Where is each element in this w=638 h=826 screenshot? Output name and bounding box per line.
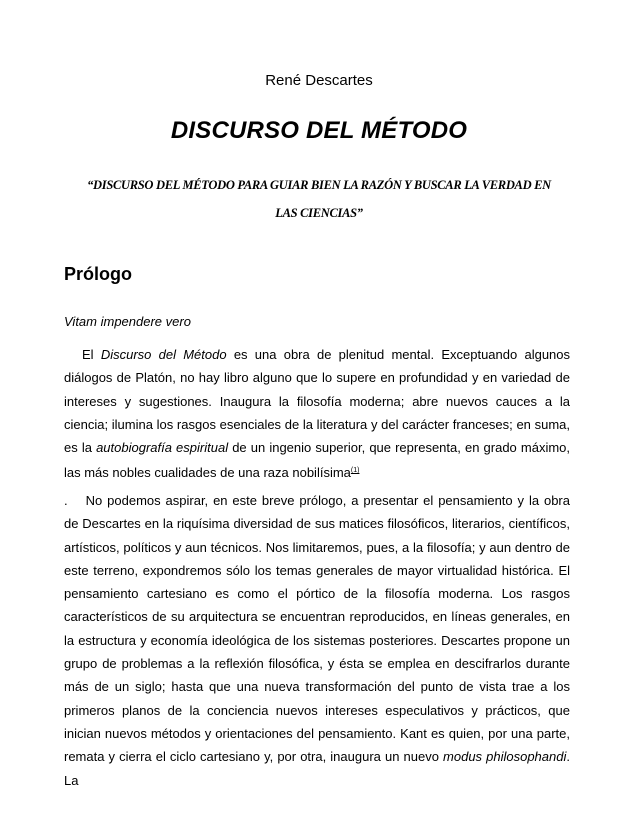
- paragraph-italic-text: autobiografía espiritual: [96, 440, 229, 456]
- paragraph-text: No podemos aspirar, en este breve prólogo, a presentar el pensamiento y la obra de Descartes en la riquísima diversidad de sus matices filosóficos, literarios, científicos, artísticos, políticos y aun técnicos. Nos limitaremos, pues, a la filosofía; y aun dentro de este terreno, expondremos sólo los temas generales de mayor virtualidad histórica. El pensamiento cartesiano es como el pórtico de la filosofía moderna. Los rasgos característicos de su arquitectura se encuentran reproducidos, en líneas generales, en la estructura y economía ideológica de los sistemas posteriores. Descartes propone un grupo de problemas a la reflexión filosófica, y ésta se emplea en descifrarlos durante más de un siglo; hasta que una nueva transformación del punto de vista trae a los primeros planos de la conciencia nuevos intereses especulativos y prácticos, que inician nuevos métodos y orientaciones del pensamiento. Kant es quien, por una parte, remata y cierra el ciclo cartesiano y, por otra, inaugura un nuevo: [64, 493, 570, 765]
- section-heading: Prólogo: [64, 264, 132, 284]
- subtitle-line-1: “DISCURSO DEL MÉTODO PARA GUIAR BIEN LA RAZÓN Y BUSCAR LA VERDAD EN: [87, 178, 551, 192]
- paragraph-text: El: [82, 347, 101, 362]
- paragraph-italic-text: Discurso del Método: [100, 347, 227, 362]
- document-title: DISCURSO DEL MÉTODO: [170, 117, 468, 144]
- footnote-link[interactable]: (1): [350, 467, 360, 475]
- paragraph-lead-mark: .: [64, 493, 68, 508]
- paragraph-1: [64, 343, 570, 485]
- paragraph-text: de un ingenio superior, que representa, en grado máximo, las más nobles cualidades de una raza nobilísima: [64, 440, 571, 481]
- paragraph-text: . La: [64, 749, 570, 788]
- paragraph-text: es una obra de plenitud mental. Exceptuando algunos diálogos de Platón, no hay libro alguno que lo supere en profundidad y en variedad de intereses y sugestiones. Inaugura la filosofía moderna; abre nuevos cauces a la ciencia; ilumina los rasgos esenciales de la literatura y del carácter franceses; en suma, es la: [64, 347, 571, 456]
- paragraph-italic-text: modus philosophandi: [443, 749, 567, 765]
- paragraph-2: [64, 489, 570, 792]
- document-subtitle: [72, 171, 566, 227]
- epigraph: Vitam impendere vero: [64, 314, 191, 329]
- author-name: René Descartes: [265, 72, 373, 89]
- subtitle-line-2: LAS CIENCIAS”: [275, 206, 363, 220]
